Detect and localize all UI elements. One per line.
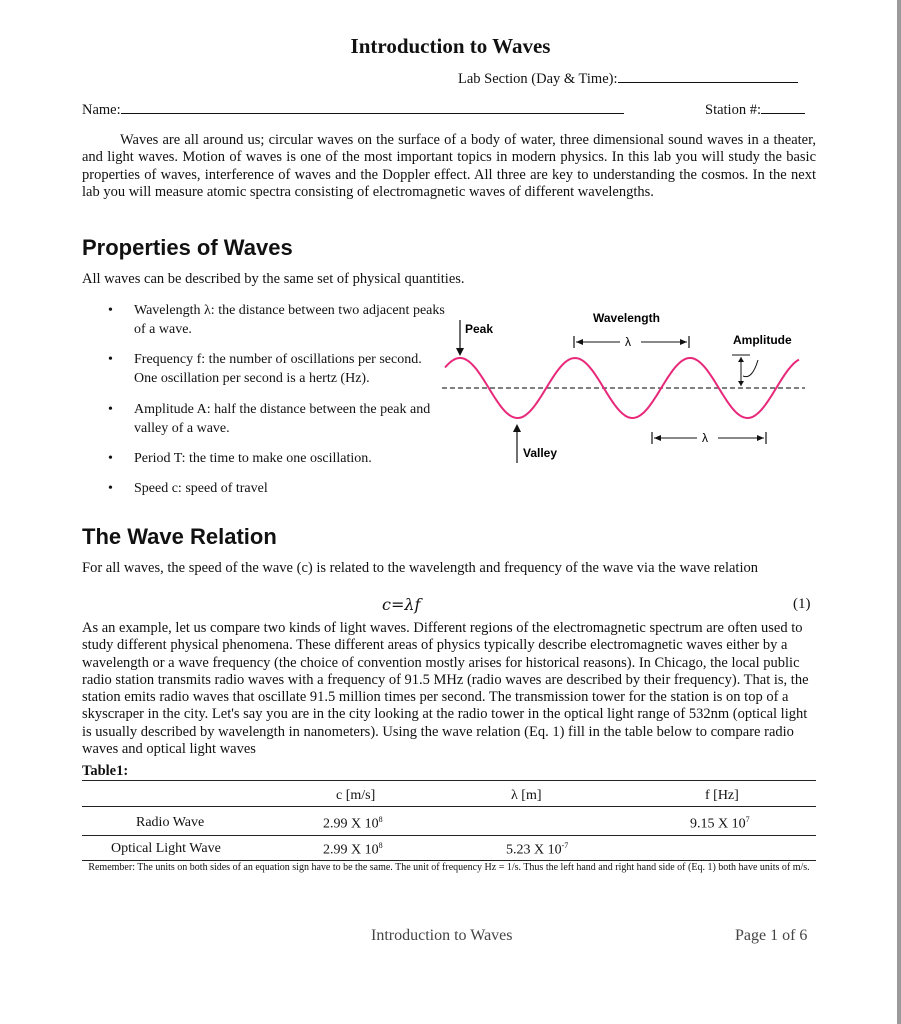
- lambda-symbol-top: λ: [625, 335, 631, 349]
- bullet-icon: •: [108, 303, 113, 318]
- arrow-up-icon: [738, 357, 744, 362]
- intro-paragraph: Waves are all around us; circular waves on the surface of a body of water, three dimensional sound waves in a theater, and light waves. Motion of waves is one of the most important topics in modern physics. In this lab you will study the basic properties of waves, interference of waves and the Doppler effect. All three are key to understanding the cosmos. In the next lab you will measure atomic spectra consisting of electromagnetic waves of different wavelengths.: [82, 132, 816, 201]
- arrow-down-icon: [738, 381, 744, 386]
- properties-intro: All waves can be described by the same set of physical quantities.: [82, 271, 465, 287]
- valley-label: Valley: [523, 446, 558, 460]
- arrow-right-icon: [757, 435, 764, 441]
- row-c-value: 2.99 X $10^8$: [323, 841, 383, 858]
- arrow-left-icon: [654, 435, 661, 441]
- lab-section-field: [458, 70, 798, 88]
- lambda-symbol-bottom: λ: [702, 431, 708, 445]
- row-c-value: 2.99 X $10^8$: [323, 815, 383, 832]
- peak-label: Peak: [465, 322, 494, 336]
- bullet-period: • Period T: the time to make one oscillation.: [108, 451, 372, 466]
- wave-equation: c=λf: [382, 595, 421, 614]
- station-blank: [761, 101, 805, 114]
- wave-diagram: [440, 300, 810, 470]
- name-blank: [121, 101, 624, 114]
- arrow-right-icon: [680, 339, 687, 345]
- table-rule-top: [82, 780, 816, 781]
- bullet-speed: • Speed c: speed of travel: [108, 481, 268, 496]
- wavelength-label: Wavelength: [593, 311, 660, 325]
- table-rule-bottom: [82, 860, 816, 861]
- table-rule-middle: [82, 835, 816, 836]
- lab-section-label: Lab Section (Day & Time):: [458, 71, 618, 87]
- row-lambda-value: 5.23 X $10^{-7}$: [506, 841, 569, 858]
- row-name: Radio Wave: [136, 815, 205, 830]
- table-rule-header: [82, 806, 816, 807]
- arrow-left-icon: [576, 339, 583, 345]
- valley-arrow-icon: [513, 424, 521, 432]
- example-paragraph: As an example, let us compare two kinds of light waves. Different regions of the electromagnetic spectrum are often used to study different physical phenomena. These different areas of physics typically describe electromagnetic waves either by a wavelength or a wave frequency (the choice of convention mostly arises for historical reasons). In Chicago, the local public radio station transmits radio waves with a frequency of 91.5 MHz (radio waves are described by their frequency). That is, the station emits radio waves that oscillate 91.5 million times per second. The transmission tower for the station is on top of a skyscraper in the city. Let's say you are in the city looking at the radio tower in the optical light range of 532nm (optical light is usually described by wavelength in nanometers). Using the wave relation (Eq. 1) fill in the table below to compare radio waves and optical light waves: [82, 620, 809, 758]
- bullet-icon: •: [108, 451, 113, 466]
- page-number: Page 1 of 6: [735, 927, 808, 944]
- amplitude-pointer: [743, 360, 758, 377]
- row-name: Optical Light Wave: [111, 841, 221, 856]
- table-note: Remember: The units on both sides of an equation sign have to be the same. The unit of frequency Hz = 1/s. Thus the left hand and right hand side of (Eq. 1) both have units of m/s.: [88, 862, 810, 873]
- name-label: Name:: [82, 102, 121, 118]
- page-edge: [897, 0, 901, 1024]
- station-label: Station #:: [705, 102, 761, 118]
- table-label: Table1:: [82, 763, 129, 779]
- peak-arrow-icon: [456, 348, 464, 356]
- name-field: [82, 101, 624, 119]
- column-header-lambda: λ [m]: [511, 788, 542, 803]
- column-header-f: f [Hz]: [705, 788, 739, 803]
- row-f-value: 9.15 X $10^7$: [690, 815, 750, 832]
- bullet-icon: •: [108, 352, 113, 367]
- bullet-amplitude: • Amplitude A: half the distance between the peak and valley of a wave.: [108, 402, 431, 436]
- relation-heading: The Wave Relation: [82, 524, 277, 549]
- amplitude-label: Amplitude: [733, 333, 792, 347]
- footer-title: Introduction to Waves: [371, 927, 513, 944]
- bullet-frequency: • Frequency f: the number of oscillations per second. One oscillation per second is a hertz (Hz).: [108, 352, 422, 386]
- relation-intro: For all waves, the speed of the wave (c) is related to the wavelength and frequency of the wave via the wave relation: [82, 560, 758, 576]
- lab-section-blank: [618, 70, 798, 83]
- station-field: [705, 101, 805, 119]
- bullet-icon: •: [108, 481, 113, 496]
- column-header-c: c [m/s]: [336, 788, 376, 803]
- equation-number: (1): [793, 596, 811, 612]
- bullet-wavelength: • Wavelength λ: the distance between two adjacent peaks of a wave.: [108, 303, 445, 337]
- properties-heading: Properties of Waves: [82, 235, 293, 260]
- bullet-icon: •: [108, 402, 113, 417]
- page-title: Introduction to Waves: [350, 34, 551, 58]
